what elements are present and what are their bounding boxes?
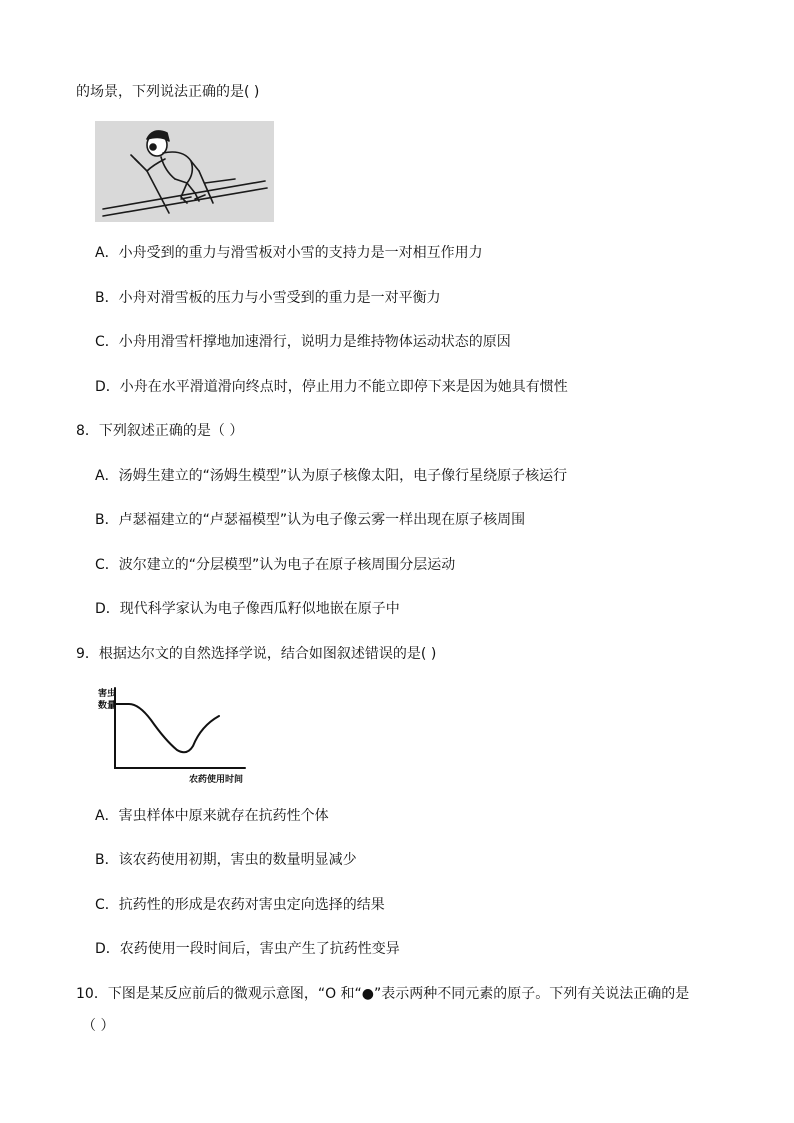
q10-stem: 10．下图是某反应前后的微观示意图，“O 和“●”表示两种不同元素的原子。下列有关说法正确的是 [76,986,690,1002]
q8-option-a: A．汤姆生建立的“汤姆生模型”认为原子核像太阳，电子像行星绕原子核运行 [95,468,568,484]
graph-ylabel-1: 害虫 [98,689,117,699]
graph-ylabel-2: 数量 [98,701,117,711]
q8-option-d: D．现代科学家认为电子像西瓜籽似地嵌在原子中 [95,601,400,617]
q9-option-d: D．农药使用一段时间后，害虫产生了抗药性变异 [95,941,400,957]
q8-option-c: C．波尔建立的“分层模型”认为电子在原子核周围分层运动 [95,557,456,573]
q7-option-d: D．小舟在水平滑道滑向终点时，停止用力不能立即停下来是因为她具有惯性 [95,379,568,395]
graph-axes [115,688,245,768]
q8-stem: 8．下列叙述正确的是（ ） [76,423,244,439]
q8-option-b: B．卢瑟福建立的“卢瑟福模型”认为电子像云雾一样出现在原子核周围 [95,512,526,528]
pest-graph [95,684,255,788]
q9-option-a: A．害虫样体中原来就存在抗药性个体 [95,808,329,824]
skier-drawing [95,121,274,222]
q7-stem: 的场景，下列说法正确的是( ) [76,84,260,100]
q10-stem-paren: （ ） [82,1018,115,1034]
q7-option-c: C．小舟用滑雪杆撑地加速滑行，说明力是维持物体运动状态的原因 [95,334,511,350]
q7-option-b: B．小舟对滑雪板的压力与小雪受到的重力是一对平衡力 [95,290,441,306]
q9-option-c: C．抗药性的形成是农药对害虫定向选择的结果 [95,897,385,913]
q7-option-a: A．小舟受到的重力与滑雪板对小雪的支持力是一对相互作用力 [95,245,483,261]
skier-image [95,121,274,222]
pest-curve [115,704,219,752]
pest-graph-svg [95,684,255,788]
q9-option-b: B．该农药使用初期，害虫的数量明显减少 [95,852,357,868]
q9-stem: 9．根据达尔文的自然选择学说，结合如图叙述错误的是( ) [76,646,437,662]
graph-xlabel: 农药使用时间 [189,775,244,785]
